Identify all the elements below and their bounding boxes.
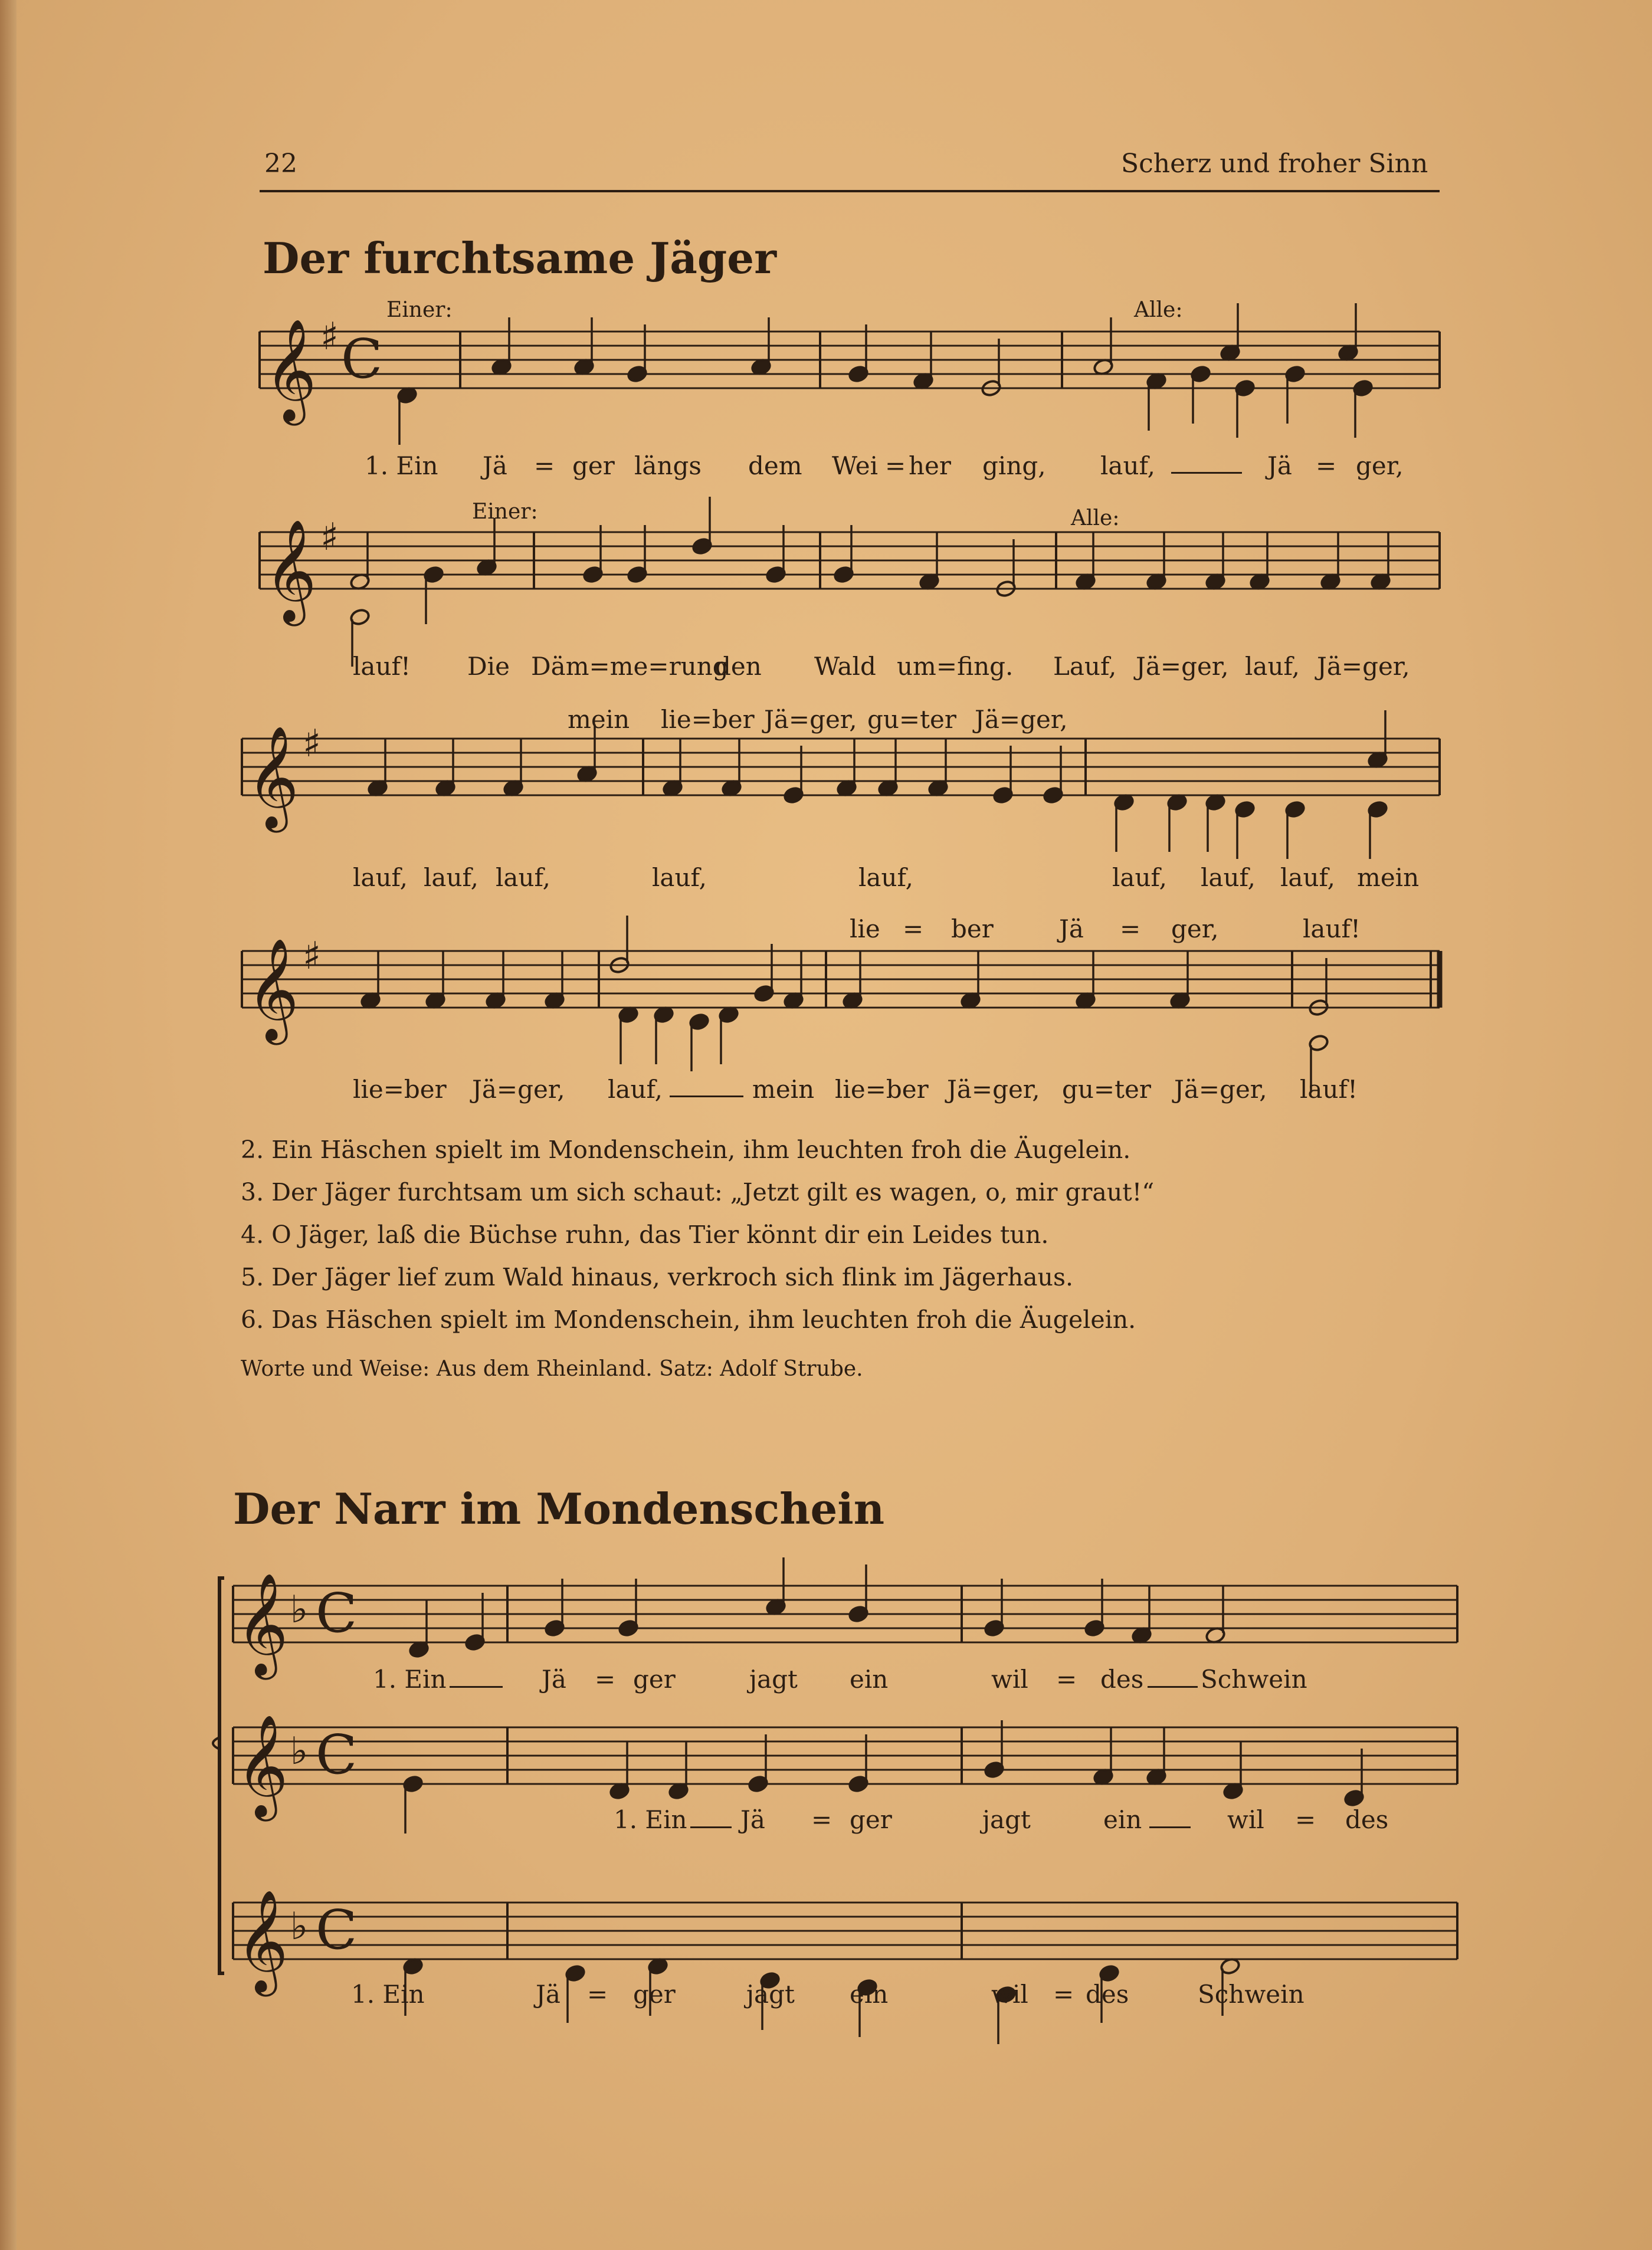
lyric-word: ger: [572, 451, 615, 480]
lyric-word: gu=ter: [867, 705, 956, 734]
lyric-word: um=fing.: [897, 652, 1014, 681]
time-signature: C: [341, 327, 383, 391]
treble-clef: 𝄞: [236, 1714, 289, 1817]
lyric-word: jagt: [749, 1665, 798, 1694]
lyric-word: lauf,: [1112, 863, 1167, 892]
lyric-word: ein: [850, 1980, 889, 2009]
lyric-word: wil: [991, 1665, 1028, 1694]
treble-clef: 𝄞: [247, 938, 299, 1041]
lyric-word: ger: [633, 1980, 676, 2009]
verse-4: 4. O Jäger, laß die Büchse ruhn, das Tier könnt dir ein Leides tun.: [241, 1221, 1049, 1249]
label-alle: Alle:: [1134, 298, 1183, 322]
lyric-hyphen: =: [534, 451, 555, 480]
treble-clef: 𝄞: [264, 519, 317, 622]
melisma-line: [450, 1686, 503, 1688]
lyric-word: Jä=ger,: [1317, 652, 1410, 681]
lyric-hyphen: =: [1056, 1665, 1077, 1694]
lyric-hyphen: =: [1053, 1980, 1074, 2009]
lyric-word: ber: [951, 914, 994, 943]
lyric-hyphen: =: [903, 914, 924, 943]
lyric-word: lauf,: [858, 863, 913, 892]
lyric-word: lauf,: [424, 863, 478, 892]
lyric-word: lauf!: [1303, 914, 1361, 943]
lyric-word: Jä=ger,: [1174, 1075, 1267, 1104]
running-title: Scherz und froher Sinn: [1121, 149, 1428, 179]
lyric-word: lie: [850, 914, 880, 943]
lyric-word: des: [1100, 1665, 1144, 1694]
verse-5: 5. Der Jäger lief zum Wald hinaus, verkroch sich flink im Jägerhaus.: [241, 1263, 1074, 1291]
lyric-word: gu=ter: [1062, 1075, 1151, 1104]
lyric-word: lauf!: [1300, 1075, 1358, 1104]
lyric-word: her: [909, 451, 951, 480]
lyric-word: Jä=ger,: [947, 1075, 1040, 1104]
lyric-word: des: [1086, 1980, 1129, 2009]
treble-clef: 𝄞: [264, 319, 317, 421]
verse-6: 6. Das Häschen spielt im Mondenschein, ihm leuchten froh die Äugelein.: [241, 1306, 1136, 1334]
lyric-word: ger,: [1356, 451, 1404, 480]
lyric-word: mein: [1357, 863, 1420, 892]
treble-clef: 𝄞: [236, 1890, 289, 1992]
lyric-hyphen: =: [1120, 914, 1141, 943]
lyric-word: ein: [1103, 1805, 1142, 1834]
lyric-hyphen: =: [595, 1665, 616, 1694]
lyric-word: Schwein: [1198, 1980, 1304, 2009]
lyric-word: Jä: [1267, 451, 1292, 480]
verse-2: 2. Ein Häschen spielt im Mondenschein, ihm leuchten froh die Äugelein.: [241, 1136, 1131, 1164]
lyric-word: jagt: [982, 1805, 1031, 1834]
lyric-word: Wald: [814, 652, 876, 681]
lyric-hyphen: =: [885, 451, 906, 480]
lyric-word: Jä=ger,: [975, 705, 1068, 734]
lyric-word: mein: [568, 705, 630, 734]
lyric-word: 1. Ein: [373, 1665, 447, 1694]
lyric-word: 1. Ein: [614, 1805, 687, 1834]
time-signature: C: [316, 1898, 358, 1962]
lyric-word: Wei: [832, 451, 879, 480]
lyric-word: wil: [991, 1980, 1028, 2009]
sharp-sign: ♯: [303, 722, 321, 766]
lyric-word: lauf,: [1245, 652, 1300, 681]
lyric-word: Die: [467, 652, 510, 681]
lyric-word: den: [715, 652, 762, 681]
lyric-word: 1. Ein: [365, 451, 438, 480]
melisma-line: [1149, 1826, 1191, 1828]
melisma-line: [670, 1096, 743, 1097]
song1-title: Der furchtsame Jäger: [263, 233, 776, 283]
label-einer: Einer:: [386, 298, 453, 322]
lyric-word: ger: [633, 1665, 676, 1694]
lyric-word: lauf,: [1100, 451, 1155, 480]
lyric-word: ein: [850, 1665, 889, 1694]
treble-clef: 𝄞: [236, 1573, 289, 1675]
flat-sign: ♭: [290, 1905, 309, 1949]
lyric-word: lie=ber: [661, 705, 755, 734]
lyric-word: ger: [850, 1805, 892, 1834]
label-alle: Alle:: [1071, 506, 1120, 530]
lyric-word: ger,: [1171, 914, 1219, 943]
lyric-word: lauf,: [652, 863, 707, 892]
melisma-line: [1148, 1686, 1198, 1688]
treble-clef: 𝄞: [247, 726, 299, 828]
lyric-word: des: [1345, 1805, 1389, 1834]
lyric-word: lauf,: [608, 1075, 663, 1104]
lyric-word: Jä: [483, 451, 507, 480]
time-signature: C: [316, 1723, 358, 1786]
flat-sign: ♭: [290, 1730, 309, 1773]
system-bracket: [219, 1578, 224, 1973]
lyric-word: jagt: [746, 1980, 795, 2009]
sharp-sign: ♯: [303, 934, 321, 978]
lyric-word: lauf,: [1280, 863, 1335, 892]
lyric-hyphen: =: [1295, 1805, 1316, 1834]
sharp-sign: ♯: [320, 516, 339, 559]
sharp-sign: ♯: [320, 315, 339, 359]
lyric-word: längs: [634, 451, 702, 480]
lyric-word: Jä: [1059, 914, 1084, 943]
lyric-hyphen: =: [811, 1805, 832, 1834]
lyric-word: wil: [1227, 1805, 1264, 1834]
lyric-hyphen: =: [587, 1980, 608, 2009]
verse-3: 3. Der Jäger furchtsam um sich schaut: „Jetzt gilt es wagen, o, mir graut!“: [241, 1178, 1155, 1206]
lyric-word: Jä=ger,: [472, 1075, 565, 1104]
label-einer: Einer:: [472, 500, 538, 524]
lyric-hyphen: =: [1316, 451, 1337, 480]
lyric-word: 1. Ein: [351, 1980, 425, 2009]
lyric-word: Schwein: [1201, 1665, 1307, 1694]
lyric-word: Jä: [536, 1980, 560, 2009]
lyric-word: lie=ber: [835, 1075, 929, 1104]
flat-sign: ♭: [290, 1588, 309, 1632]
lyric-word: Lauf,: [1053, 652, 1117, 681]
lyric-word: Jä=ger,: [764, 705, 857, 734]
lyric-word: Däm=me=rung: [531, 652, 729, 681]
melisma-line: [1171, 472, 1242, 474]
lyric-word: Jä: [542, 1665, 566, 1694]
lyric-word: ging,: [982, 451, 1046, 480]
lyric-word: Jä=ger,: [1136, 652, 1229, 681]
lyric-word: lauf,: [496, 863, 550, 892]
page-number: 22: [264, 149, 297, 179]
lyric-word: lie=ber: [353, 1075, 447, 1104]
melisma-line: [690, 1826, 732, 1828]
lyric-word: mein: [752, 1075, 815, 1104]
lyric-word: dem: [748, 451, 802, 480]
lyric-word: Jä: [740, 1805, 765, 1834]
lyric-word: lauf,: [353, 863, 408, 892]
lyric-word: lauf,: [1201, 863, 1256, 892]
time-signature: C: [316, 1582, 358, 1645]
lyric-word: lauf!: [353, 652, 411, 681]
credits: Worte und Weise: Aus dem Rheinland. Satz: Adolf Strube.: [241, 1357, 863, 1381]
song2-title: Der Narr im Mondenschein: [233, 1484, 885, 1534]
